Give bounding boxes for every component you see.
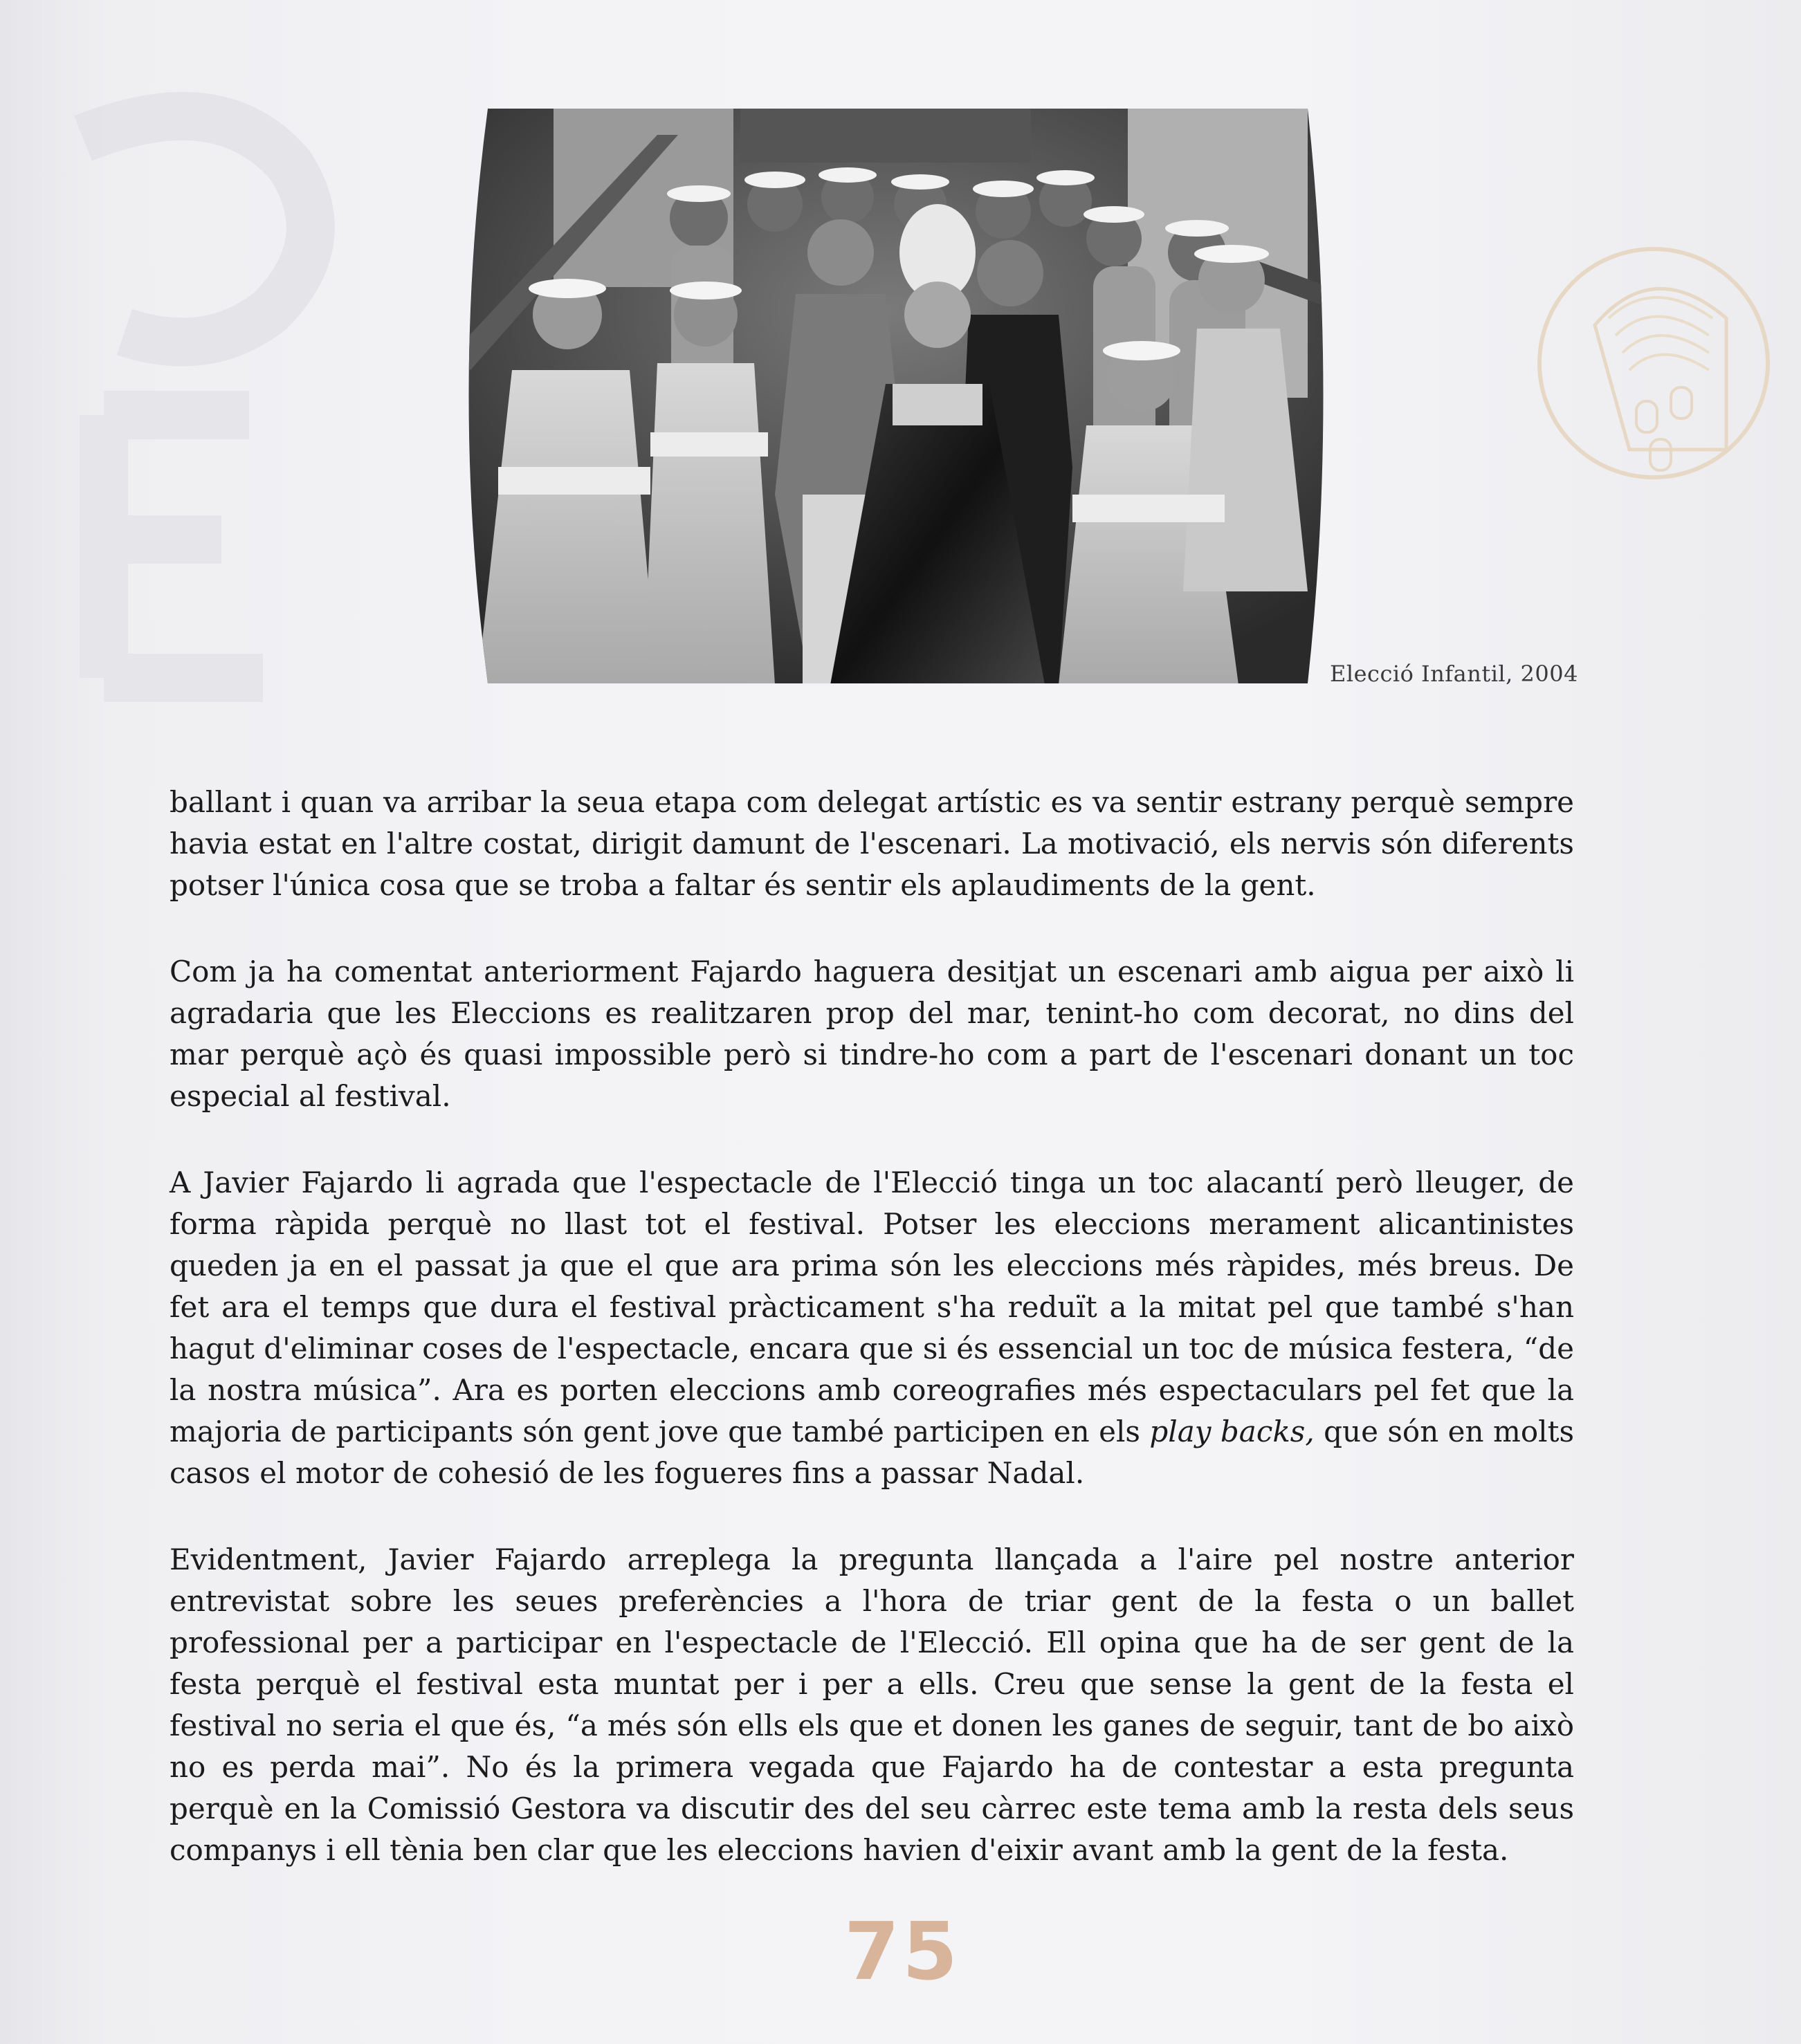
watermark-letters-graphic [42,83,401,706]
page-number: 75 [844,1906,961,1998]
paragraph-3-italic-term: play backs, [1149,1415,1315,1448]
photo-caption: Elecció Infantil, 2004 [1330,661,1578,687]
seal-emblem-icon [1533,242,1775,484]
paragraph-4: Evidentment, Javier Fajardo arreplega la pregunta llançada a l'aire pel nostre anterior entrevistat sobre les seues preferències a l'hora de triar gent de la festa o un ballet professional per a participar en l'espectacle de l'Elecció. Ell opina que ha de ser gent de la festa perquè el festival esta muntat per i per a ells. Creu que sense la gent de la festa el festival no seria el que és, “a més són ells els que et donen les ganes de seguir, tant de bo això no es perda mai”. No és la primera vegada que Fajardo ha de contestar a esta pregunta perquè en la Comissió Gestora va discutir des del seu càrrec este tema amb la resta dels seus companys i ell tènia ben clar que les eleccions havien d'eixir avant amb la gent de la festa. [170,1543,1574,1867]
paragraph-3-text-start: A Javier Fajardo li agrada que l'espectacle de l'Elecció tinga un toc alacantí però lleuger, de forma ràpida perquè no llast tot el festival. Potser les eleccions merament alicantinistes queden ja en el passat ja que el que ara prima són les eleccions més ràpides, més breus. De fet ara el temps que dura el festival pràcticament s'ha reduït a la mitat pel que també s'han hagut d'eliminar coses de l'espectacle, encara que si és essencial un toc de música festera, “de la nostra música”. Ara es porten eleccions amb coreografies més espectaculars pel fet que la majoria de participants són gent jove que també participen en els [170,1166,1574,1448]
photo-graphic [450,107,1330,685]
paragraph-2: Com ja ha comentat anteriorment Fajardo haguera desitjat un escenari amb aigua per això li agradaria que les Eleccions es realitzaren prop del mar, tenint-ho com decorat, no dins del mar perquè açò és quasi impossible però si tindre-ho com a part de l'escenari donant un toc especial al festival. [170,955,1574,1113]
article-body [170,782,1574,1916]
group-photo [450,107,1330,685]
paragraph-3-text-end: que són en molts casos el motor de cohesió de les fogueres fins a passar Nadal. [170,1415,1574,1490]
paragraph-3 [170,1162,1574,1494]
background-watermark [42,83,401,773]
paragraph-1: ballant i quan va arribar la seua etapa com delegat artístic es va sentir estrany perquè sempre havia estat en l'altre costat, dirigit damunt de l'escenari. La motivació, els nervis són diferents potser l'única cosa que se troba a faltar és sentir els aplaudiments de la gent. [170,785,1574,902]
